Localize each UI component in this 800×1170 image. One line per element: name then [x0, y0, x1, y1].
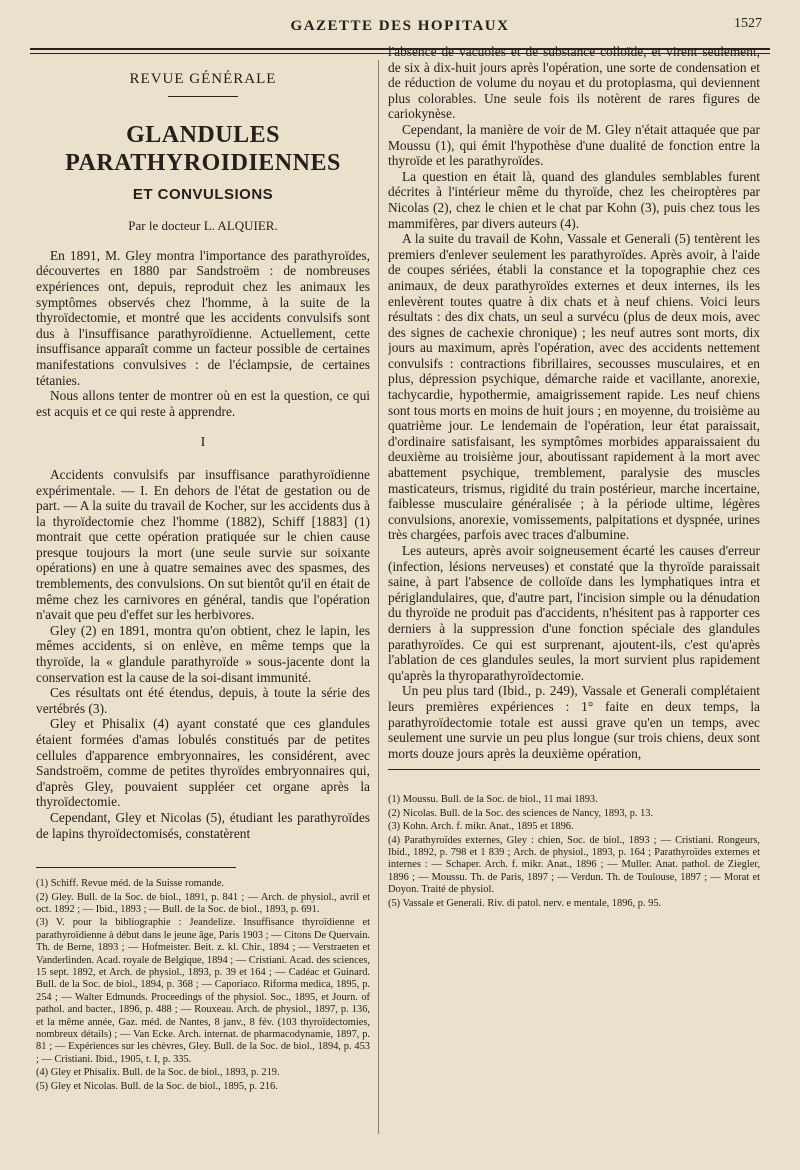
- left-column: [36, 58, 370, 1150]
- footnote: (4) Gley et Phisalix. Bull. de la Soc. de biol., 1893, p. 219.: [36, 1067, 280, 1079]
- footnotes-rule: [36, 867, 236, 868]
- paragraph: La question en était là, quand des glandules semblables furent décrites à l'intérieur même du thyroïde, chez les cheiroptères par Nicolas (2), chez le chien et le chat par Kohn (3), puis chez tous les mammifères, par divers auteurs (4).: [388, 168, 760, 231]
- paragraph: Accidents convulsifs par insuffisance parathyroïdienne expérimentale. — I. En dehors de l'état de gestation ou de part. — A la suite du travail de Kocher, sur les accidents dus à la thyroïdectomie chez l'homme (1882), Schiff [1883] (1) montrait que cette opération pratiquée sur le chien cause presque toujours la mort (une seule survie sur soixante opérations) en une à quatre semaines avec des spasmes, des tremblements, des convulsions. On sut bientôt qu'il en était de même chez les carnivores en général, tandis que l'opération n'avait que peu d'effet sur les herbivores.: [36, 466, 370, 623]
- footnote: (4) Parathyroïdes externes, Gley : chien, Soc. de biol., 1893 ; — Cristiani. Rongeurs, Ibid., 1892, p. 798 et 1 839 ; Arch. de physiol., 1893, p. 164 ; Parathyroïdes externes et internes : — Schaper. Arch. f. mikr. Anat., 1896 ; — Muller. Anat. pathol. de Ziegler, 1896 ; — Moussu. Th. de Paris, 1897 ; — Verdun. Th. de Toulouse, 1897 ; — Morat et Doyon. Traité de physiol.: [388, 834, 760, 896]
- footnote: (2) Gley. Bull. de la Soc. de biol., 1891, p. 841 ; — Arch. de physiol., avril et oct. 1892 ; — Ibid., 1893 ; — Bull. de la Soc. de biol., 1893, p. 691.: [36, 891, 370, 915]
- footnote: (2) Nicolas. Bull. de la Soc. des sciences de Nancy, 1893, p. 13.: [388, 807, 654, 819]
- paragraph: A la suite du travail de Kohn, Vassale et Generali (5) tentèrent les premiers d'enlever seulement les parathyroïdes. Après avoir, à l'aide de coupes sériées, établi la constance et la topographie chez ces animaux, de deux parathyroïdes externes et deux internes, ils les enlevèrent toutes quatre à dix chats et à neuf chiens. Voici leurs résultats : des dix chats, un seul a survécu (plus de deux mois, avec des signes de cachexie chronique) ; les neuf autres sont morts, dix jours au maximum, après l'opération, avec des accidents nettement convulsifs : contractions fibrillaires, secousses musculaires, et en plus, dépression psychique, démarche raide et vacillante, anorexie, tachycardie, hypothermie, amaigrissement rapide. Les neuf chiens sont tous morts en moins de huit jours ; en moyenne, du troisième au quatrième jour. Le lendemain de l'opération, leur état paraissait, d'ordinaire satisfaisant, les symptômes morbides apparaissaient du deuxième au troisième jour, aboutissant rapidement à la mort avec abattement psychique, tremblement, paralysie des muscles masticateurs, trismus, rigidité du train postérieur, marche incertaine, faiblesse musculaire généralisée ; à la période ultime, légères convulsions, anorexie, vomissements, palpitations et dyspnée, urines très chargées, parfois avec traces d'albumine.: [388, 231, 760, 543]
- section-number: I: [200, 435, 206, 451]
- paragraph: Ces résultats ont été étendus, depuis, à toute la série des vertébrés (3).: [36, 685, 370, 716]
- paragraph: Cependant, la manière de voir de M. Gley n'était attaquée que par Moussu (1), qui émit l'hypothèse d'une dualité de fonction entre la thyroïde et les parathyroïdes.: [388, 121, 760, 169]
- running-head: [30, 14, 770, 42]
- footnote: (1) Moussu. Bull. de la Soc. de biol., 11 mai 1893.: [388, 794, 598, 806]
- column-divider: [378, 60, 379, 1134]
- section-rule: [168, 96, 238, 97]
- article-title: GLANDULES PARATHYROIDIENNES: [65, 121, 341, 176]
- paragraph: Cependant, Gley et Nicolas (5), étudiant les parathyroïdes de lapins thyroïdectomisés, constatèrent: [36, 809, 370, 841]
- text-end-rule: [388, 769, 760, 770]
- paragraph: Gley et Phisalix (4) ayant constaté que ces glandules étaient formées d'amas lobulés constitués par de petites cellules d'apparence embryonnaires, les considérent, avec Sandstroëm, comme de petites thyroïdes embryonnaires qui, d'après Gley, pouvaient suppléer cet organe après la thyroïdectomie.: [36, 716, 370, 810]
- byline: Par le docteur L. ALQUIER.: [128, 218, 278, 234]
- footnote: (1) Schiff. Revue méd. de la Suisse romande.: [36, 878, 224, 890]
- footnote: (3) V. pour la bibliographie : Jeandelize. Insuffisance thyroïdienne et parathyroïdienne à début dans le jeune âge, Paris 1903 ; — Citons De Quervain. Th. de Berne, 1893 ; — Hofmeister. Beit. z. kl. Chir., 1894 ; — Verstraeten et Vanderlinden. Acad. royale de Belgique, 1894 ; — Cristiani. Acad. des sciences, 15 sept. 1892, et Arch. de physiol., 1893, p. 39 et 164 ; — Cadéac et Guinard. Bull. de la Soc. de biol., 1894, p. 368 ; — Caporiaco. Riforma medica, 1895, p. 254 ; — Walter Edmunds. Proceedings of the physiol. Soc., 1895, et Journ. of pathol. and bacter., 1896, p. 488 ; — Rouxeau. Arch. de physiol., 1897, p. 136, et la même année, Gaz. méd. de Nantes, 8 janv., 8 fév. (103 thyroïdectomies, nombreux détails) ; — Van Ecke. Arch. internat. de pharmacodynamie, 1897, p. 81 ; — Expériences sur les chèvres, Gley. Bull. de la Soc. de biol., 1894, p. 453 ; — Cristiani. Ibid., 1905, t. I, p. 335.: [36, 917, 370, 1065]
- footnotes: [388, 794, 760, 910]
- page-number: 1527: [734, 16, 762, 31]
- footnote: (3) Kohn. Arch. f. mikr. Anat., 1895 et 1896.: [388, 821, 574, 833]
- paragraph: Un peu plus tard (Ibid., p. 249), Vassale et Generali complétaient leurs premières expériences : 1° faite en deux temps, la parathyroïdectomie totale est aussi grave qu'en un temps, avec seulement une survie un peu plus longue (sur trois chiens, deux sont morts douze jours après la deuxième opération,: [388, 683, 760, 761]
- article-subtitle: ET CONVULSIONS: [132, 185, 274, 203]
- running-title: GAZETTE DES HOPITAUX: [290, 18, 510, 34]
- section-title: REVUE GÉNÉRALE: [129, 71, 277, 87]
- paragraph: Les auteurs, après avoir soigneusement écarté les causes d'erreur (infection, lésions nerveuses) et constaté que la thyroïde paraissait saine, à part l'absence de colloïde dans les lymphatiques intra et périglandulaires, que, d'autre part, l'incision simple ou la dénudation du thyroïde ne produit pas d'accidents, n'hésitent pas à rapporter ces derniers à la suppression d'une fonction spéciale des glandules parathyroïdes. Ce qui est surprenant, ajoutent-ils, c'est qu'après l'ablation de ces glandules seules, la mort survient plus rapidement qu'après la thyroparathyroïdectomie.: [388, 543, 760, 683]
- paragraph: Nous allons tenter de montrer où en est la question, ce qui est acquis et ce qui reste à apprendre.: [36, 388, 370, 419]
- right-column: [388, 44, 760, 1150]
- paragraph: Gley (2) en 1891, montra qu'on obtient, chez le lapin, les mêmes accidents, si on enlève, en même temps que la thyroïde, la « glandule parathyroïde » sous-jacente dont la conservation est la cause de la soi-disant immunité.: [36, 622, 370, 685]
- footnote: (5) Gley et Nicolas. Bull. de la Soc. de biol., 1895, p. 216.: [36, 1080, 278, 1092]
- paragraph: l'absence de vacuoles et de substance colloïde, et virent seulement, de six à dix-huit jours après l'opération, une sorte de condensation et de réduction de volume du noyau et du protoplasma, qui deviennent plus colorables. Une seule fois ils notèrent de rares figures de cariokynèse.: [388, 44, 760, 122]
- footnotes: [36, 878, 370, 1093]
- paragraph: En 1891, M. Gley montra l'importance des parathyroïdes, découvertes en 1880 par Sandstroëm : de nombreuses expériences ont, depuis, reproduit chez les animaux les symptômes observés chez l'homme, à la suite de la thyroïdectomie, et montré que les accidents convulsifs sont dus à l'insuffisance parathyroïdienne. Actuellement, cette insuffisance apparaît comme un facteur possible de certaines manifestations convulsives : de l'éclampsie, de certaines tétanies.: [36, 247, 370, 388]
- footnote: (5) Vassale et Generali. Riv. di patol. nerv. e mentale, 1896, p. 95.: [388, 897, 662, 909]
